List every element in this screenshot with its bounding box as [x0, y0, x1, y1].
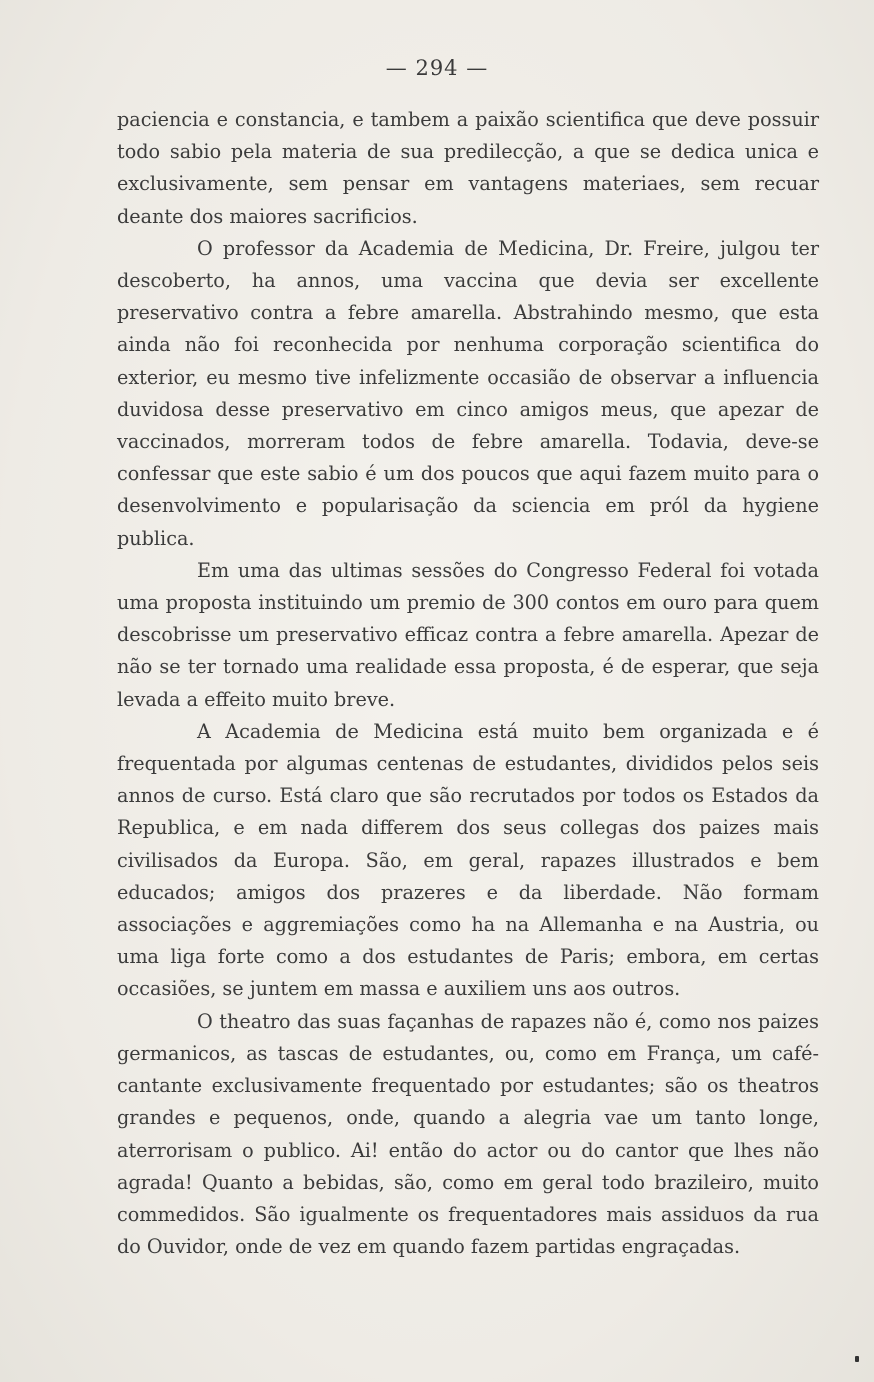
page-number: — 294 —	[385, 56, 489, 80]
paragraph-2: O professor da Academia de Medicina, Dr. Freire, julgou ter descoberto, ha annos, uma vaccina que devia ser excellente preservativo contra a febre amarella. Abstrahindo mesmo, que esta ainda não foi reconhecida por nenhuma corporação scientifica do exterior, eu mesmo tive infelizmente occasião de observar a influencia duvidosa desse preservativo em cinco amigos meus, que apezar de vaccinados, morreram todos de febre amarella. Todavia, deve-se confessar que este sabio é um dos poucos que aqui fazem muito para o desenvolvimento e popularisação da sciencia em pról da hygiene publica.	[117, 236, 819, 550]
paragraph-1: paciencia e constancia, e tambem a paixão scientifica que deve possuir todo sabio pela materia de sua predilecção, a que se dedica unica e exclusivamente, sem pensar em vantagens materiaes, sem recuar deante dos maiores sacrificios.	[117, 108, 819, 228]
text-body	[117, 104, 819, 1263]
paragraph-3: Em uma das ultimas sessões do Congresso Federal foi votada uma proposta instituindo um premio de 300 contos em ouro para quem descobrisse um preservativo efficaz contra a febre amarella. Apezar de não se ter tornado uma realidade essa proposta, é de esperar, que seja levada a effeito muito breve.	[117, 558, 819, 711]
paragraph-4: A Academia de Medicina está muito bem organizada e é frequentada por algumas centenas de estudantes, divididos pelos seis annos de curso. Está claro que são recrutados por todos os Estados da Republica, e em nada differem dos seus collegas dos paizes mais civilisados da Europa. São, em geral, rapazes illustrados e bem educados; amigos dos prazeres e da liberdade. Não formam associações e aggremiações como ha na Allemanha e na Austria, ou uma liga forte como a dos estudantes de Paris; embora, em certas occasiões, se juntem em massa e auxiliem uns aos outros.	[117, 719, 819, 1001]
paragraph-5: O theatro das suas façanhas de rapazes não é, como nos paizes germanicos, as tascas de estudantes, ou, como em França, um café-cantante exclusivamente frequentado por estudantes; são os theatros grandes e pequenos, onde, quando a alegria vae um tanto longe, aterrorisam o publico. Ai! então do actor ou do cantor que lhes não agrada! Quanto a bebidas, são, como em geral todo brazileiro, muito commedidos. São igualmente os frequentadores mais assiduos da rua do Ouvidor, onde de vez em quando fazem partidas engraçadas.	[117, 1009, 819, 1259]
scan-speck	[855, 1356, 859, 1362]
